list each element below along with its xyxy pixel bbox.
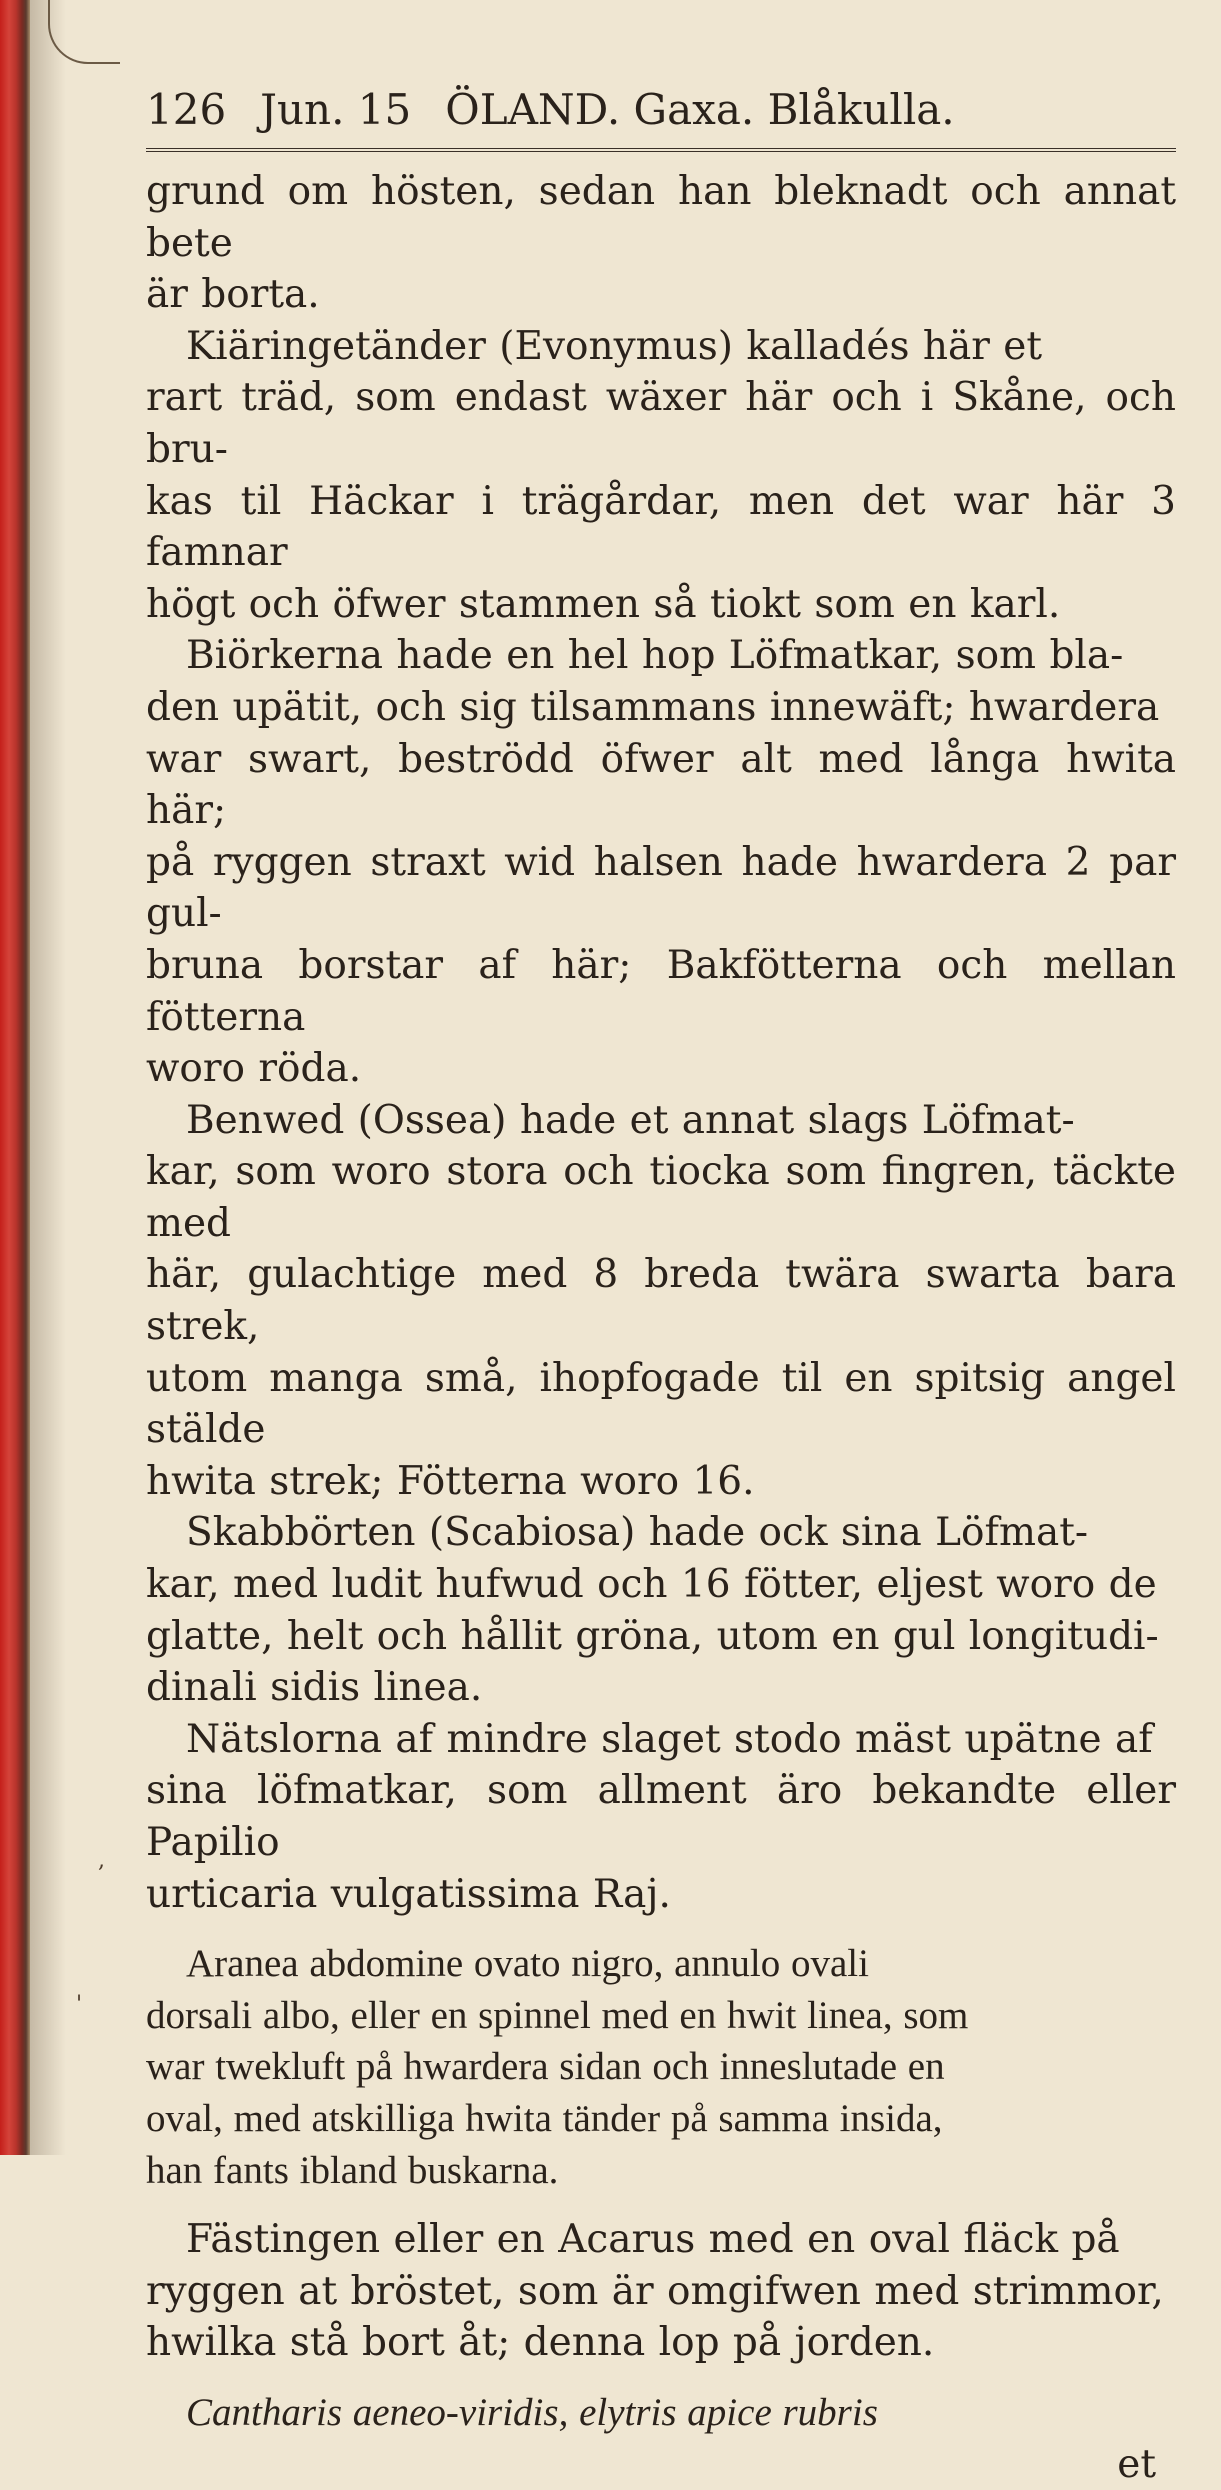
book-binding-edge bbox=[0, 0, 30, 2155]
paragraph-natslorna bbox=[146, 1714, 1176, 1920]
text-line: här, gulachtige med 8 breda twära swarta bara strek, bbox=[146, 1252, 1176, 1350]
text-line: Kiäringetänder (Evonymus) kalladés här et bbox=[186, 323, 1043, 369]
text-line: grund om hösten, sedan han bleknadt och annat bete bbox=[146, 169, 1176, 266]
text-line: urticaria vulgatissima Raj. bbox=[146, 1871, 671, 1917]
text-line: utom manga små, ihopfogade til en spitsig angel stälde bbox=[146, 1355, 1176, 1453]
text-line: rart träd, som endast wäxer här och i Skåne, och bru- bbox=[146, 375, 1176, 472]
ink-speck: , bbox=[98, 1848, 105, 1873]
text-line: Fästingen eller en Acarus med en oval fläck på bbox=[186, 2217, 1120, 2263]
text-line: dinali sidis linea. bbox=[146, 1665, 483, 1711]
text-line: Biörkerna hade en hel hop Löfmatkar, som bla- bbox=[186, 633, 1124, 679]
page-number: 126 bbox=[146, 85, 227, 134]
paragraph-evonymus bbox=[146, 321, 1176, 631]
text-line: oval, med atskilliga hwita tänder på samma insida, bbox=[146, 2096, 943, 2140]
text-line: sina löfmatkar, som allment äro bekandte eller Papilio bbox=[146, 1768, 1176, 1865]
text-line: Skabbörten (Scabiosa) hade ock sina Löfmat- bbox=[186, 1510, 1089, 1556]
header-rule bbox=[146, 148, 1176, 156]
page-gutter-shadow bbox=[30, 0, 66, 2155]
text-line: war swart, beströdd öfwer alt med långa hwita här; bbox=[146, 736, 1176, 834]
text-line: han fants ibland buskarna. bbox=[146, 2148, 559, 2192]
text-line: högt och öfwer stammen så tiokt som en karl. bbox=[146, 581, 1061, 627]
paragraph-biorkerna bbox=[146, 630, 1176, 1094]
text-line: den upätit, och sig tilsammans innewäft; hwardera bbox=[146, 684, 1160, 730]
text-line: woro röda. bbox=[146, 1046, 362, 1092]
paragraph-cantharis bbox=[146, 2387, 1176, 2439]
text-line: Benwed (Ossea) hade et annat slags Löfmat- bbox=[186, 1097, 1075, 1143]
text-line: på ryggen straxt wid halsen hade hwardera 2 par gul- bbox=[146, 839, 1176, 937]
catchword: et bbox=[1117, 2441, 1156, 2487]
text-line: war twekluft på hwardera sidan och inneslutade en bbox=[146, 2045, 945, 2089]
text-line: är borta. bbox=[146, 272, 320, 318]
paragraph-skabborten bbox=[146, 1507, 1176, 1713]
book-page bbox=[146, 82, 1176, 2490]
text-line: kas til Häckar i trägårdar, men det war här 3 famnar bbox=[146, 478, 1176, 576]
paragraph-fastingen bbox=[146, 2214, 1176, 2369]
paragraph-benwed bbox=[146, 1095, 1176, 1508]
header-date: Jun. 15 bbox=[260, 85, 412, 134]
text-line: dorsali albo, eller en spinnel med en hwit linea, som bbox=[146, 1993, 969, 2037]
text-line: Cantharis aeneo-viridis, elytris apice rubris bbox=[186, 2390, 878, 2434]
text-line: glatte, helt och hållit gröna, utom en gul longitudi- bbox=[146, 1613, 1159, 1659]
text-line: kar, med ludit hufwud och 16 fötter, eljest woro de bbox=[146, 1562, 1157, 1608]
ink-speck: ' bbox=[76, 1992, 83, 2017]
paragraph-continuation bbox=[146, 166, 1176, 321]
running-header bbox=[146, 82, 1176, 142]
text-line: kar, som woro stora och tiocka som fingren, täckte med bbox=[146, 1149, 1176, 1246]
paragraph-aranea bbox=[146, 1938, 1176, 2196]
header-place: ÖLAND. Gaxa. Blåkulla. bbox=[445, 85, 955, 134]
text-line: hwita strek; Fötterna woro 16. bbox=[146, 1458, 755, 1504]
text-line: hwilka stå bort åt; denna lop på jorden. bbox=[146, 2320, 935, 2366]
text-line: ryggen at bröstet, som är omgifwen med strimmor, bbox=[146, 2268, 1164, 2314]
text-line: Nätslorna af mindre slaget stodo mäst upätne af bbox=[186, 1716, 1153, 1762]
text-line: bruna borstar af här; Bakfötterna och mellan fötterna bbox=[146, 942, 1176, 1040]
text-line: Aranea abdomine ovato nigro, annulo ovali bbox=[186, 1942, 869, 1986]
